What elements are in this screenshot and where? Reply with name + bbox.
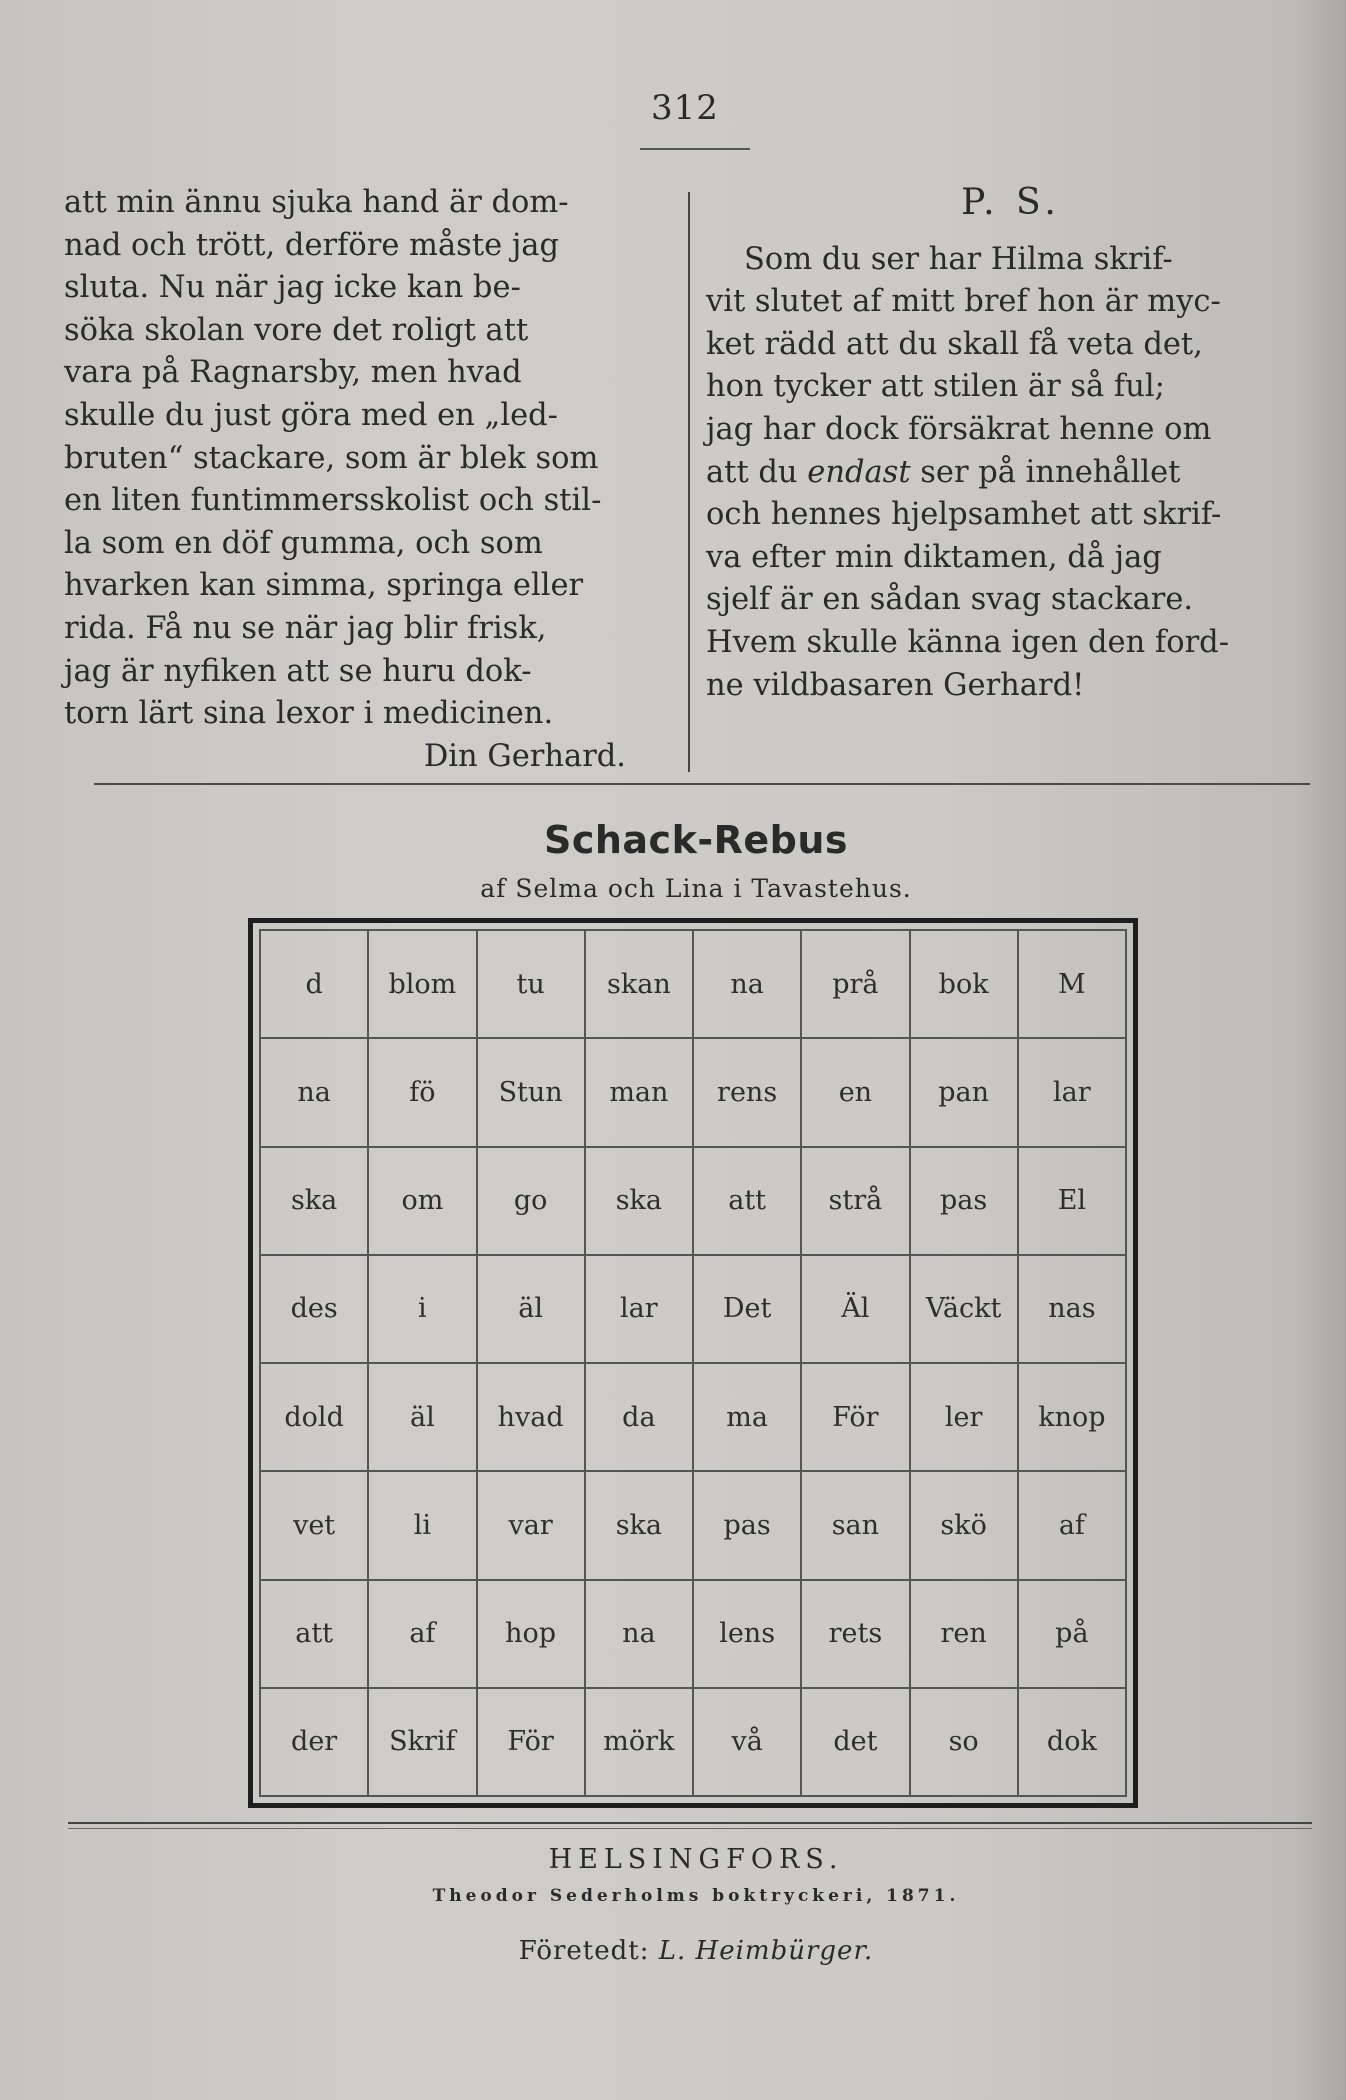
rebus-cell: rens <box>693 1038 801 1146</box>
censor-label: Företedt: <box>518 1936 650 1966</box>
text-line: hvarken kan simma, springa eller <box>64 568 584 604</box>
footer-rule-thin <box>68 1828 1312 1829</box>
rebus-cell: na <box>260 1038 368 1146</box>
rebus-cell: ska <box>260 1147 368 1255</box>
section-rule <box>94 783 1310 785</box>
rebus-cell: knop <box>1018 1363 1126 1471</box>
text-line: sluta. Nu när jag icke kan be- <box>64 270 521 306</box>
rebus-row <box>260 1580 1126 1688</box>
text-line: jag har dock försäkrat henne om <box>706 411 1212 447</box>
rebus-cell: li <box>368 1471 476 1579</box>
rebus-cell: af <box>368 1580 476 1688</box>
emphasized-word: endast <box>807 454 911 490</box>
rebus-cell: lar <box>585 1255 693 1363</box>
rebus-subtitle: af Selma och Lina i Tavastehus. <box>480 874 912 903</box>
rebus-row <box>260 1038 1126 1146</box>
rebus-cell: des <box>260 1255 368 1363</box>
right-column <box>706 182 1316 707</box>
imprint-printer: Theodor Sederholms boktryckeri, 1871. <box>432 1886 960 1906</box>
rebus-cell: El <box>1018 1147 1126 1255</box>
rebus-cell: na <box>585 1580 693 1688</box>
rebus-cell: det <box>801 1688 909 1796</box>
text-fragment: att du <box>706 454 808 490</box>
rebus-cell: Skrif <box>368 1688 476 1796</box>
text-line: vit slutet af mitt bref hon är myc- <box>706 284 1221 320</box>
rebus-cell: dok <box>1018 1688 1126 1796</box>
left-column <box>64 182 674 778</box>
rebus-cell: dold <box>260 1363 368 1471</box>
rebus-row <box>260 1147 1126 1255</box>
rebus-cell: För <box>477 1688 585 1796</box>
rebus-row <box>260 1471 1126 1579</box>
rebus-cell: Det <box>693 1255 801 1363</box>
postscript-heading: P. S. <box>961 182 1061 223</box>
rebus-cell: skö <box>910 1471 1018 1579</box>
text-line: ket rädd att du skall få veta det, <box>706 326 1203 362</box>
rebus-cell: ma <box>693 1363 801 1471</box>
rebus-cell: Väckt <box>910 1255 1018 1363</box>
rebus-cell: san <box>801 1471 909 1579</box>
rebus-cell: pan <box>910 1038 1018 1146</box>
text-fragment: ser på innehållet <box>910 454 1181 490</box>
text-line-emphasis <box>706 452 1316 495</box>
text-line: Hvem skulle känna igen den ford- <box>706 624 1229 660</box>
rebus-title: Schack-Rebus <box>543 818 849 862</box>
rebus-cell: på <box>1018 1580 1126 1688</box>
footer-rule <box>68 1822 1312 1824</box>
rebus-cell: vet <box>260 1471 368 1579</box>
text-line: skulle du just göra med en „led- <box>64 397 558 433</box>
rebus-cell: strå <box>801 1147 909 1255</box>
rebus-cell: mörk <box>585 1688 693 1796</box>
rebus-cell: pas <box>910 1147 1018 1255</box>
rebus-cell: i <box>368 1255 476 1363</box>
rebus-cell: tu <box>477 930 585 1038</box>
text-line: nad och trött, derföre måste jag <box>64 227 559 263</box>
text-line: hon tycker att stilen är så ful; <box>706 369 1165 405</box>
text-line: va efter min diktamen, då jag <box>706 539 1162 575</box>
rebus-cell: man <box>585 1038 693 1146</box>
censor-name: L. Heimbürger. <box>658 1936 874 1966</box>
text-line: en liten funtimmersskolist och stil- <box>64 483 602 519</box>
rebus-cell: pas <box>693 1471 801 1579</box>
rebus-cell: ska <box>585 1471 693 1579</box>
text-line: att min ännu sjuka hand är dom- <box>64 185 569 220</box>
rebus-cell: d <box>260 930 368 1038</box>
rebus-cell: var <box>477 1471 585 1579</box>
rebus-cell: na <box>693 930 801 1038</box>
rebus-cell: prå <box>801 930 909 1038</box>
rebus-cell: För <box>801 1363 909 1471</box>
rebus-cell: ska <box>585 1147 693 1255</box>
imprint-censor <box>0 1936 1346 1966</box>
rebus-row <box>260 1255 1126 1363</box>
rebus-cell: Äl <box>801 1255 909 1363</box>
text-line: la som en döf gumma, och som <box>64 525 543 561</box>
rebus-cell: Stun <box>477 1038 585 1146</box>
text-line: ne vildbasaren Gerhard! <box>706 667 1085 703</box>
rebus-cell: ler <box>910 1363 1018 1471</box>
text-line: torn lärt sina lexor i medicinen. <box>64 696 554 732</box>
rebus-cell: ren <box>910 1580 1018 1688</box>
rebus-cell: blom <box>368 930 476 1038</box>
text-line: rida. Få nu se när jag blir frisk, <box>64 610 547 646</box>
rebus-cell: nas <box>1018 1255 1126 1363</box>
rebus-cell: en <box>801 1038 909 1146</box>
text-line: jag är nyfiken att se huru dok- <box>64 653 532 689</box>
page-number-rule <box>640 148 750 150</box>
rebus-cell: af <box>1018 1471 1126 1579</box>
rebus-row <box>260 1363 1126 1471</box>
text-line: Som du ser har Hilma skrif- <box>744 241 1173 277</box>
rebus-cell: da <box>585 1363 693 1471</box>
chess-rebus-board <box>248 918 1138 1808</box>
rebus-cell: äl <box>477 1255 585 1363</box>
text-line: söka skolan vore det roligt att <box>64 312 529 348</box>
rebus-cell: äl <box>368 1363 476 1471</box>
rebus-cell: rets <box>801 1580 909 1688</box>
rebus-cell: om <box>368 1147 476 1255</box>
page-number: 312 <box>651 88 719 128</box>
rebus-cell: hop <box>477 1580 585 1688</box>
text-line: sjelf är en sådan svag stackare. <box>706 582 1194 618</box>
text-line: bruten“ stackare, som är blek som <box>64 440 599 476</box>
rebus-cell: lar <box>1018 1038 1126 1146</box>
letter-signature: Din Gerhard. <box>423 738 626 774</box>
rebus-row <box>260 930 1126 1038</box>
text-line: och hennes hjelpsamhet att skrif- <box>706 497 1222 533</box>
rebus-cell: fö <box>368 1038 476 1146</box>
rebus-cell: der <box>260 1688 368 1796</box>
text-line: vara på Ragnarsby, men hvad <box>64 355 522 391</box>
rebus-cell: hvad <box>477 1363 585 1471</box>
rebus-cell: lens <box>693 1580 801 1688</box>
rebus-cell: att <box>260 1580 368 1688</box>
rebus-grid <box>259 929 1127 1797</box>
rebus-cell: so <box>910 1688 1018 1796</box>
rebus-cell: go <box>477 1147 585 1255</box>
rebus-cell: vå <box>693 1688 801 1796</box>
rebus-cell: bok <box>910 930 1018 1038</box>
rebus-row <box>260 1688 1126 1796</box>
column-divider <box>688 192 690 772</box>
rebus-cell: M <box>1018 930 1126 1038</box>
rebus-cell: skan <box>585 930 693 1038</box>
imprint-city: HELSINGFORS. <box>548 1844 844 1875</box>
rebus-cell: att <box>693 1147 801 1255</box>
